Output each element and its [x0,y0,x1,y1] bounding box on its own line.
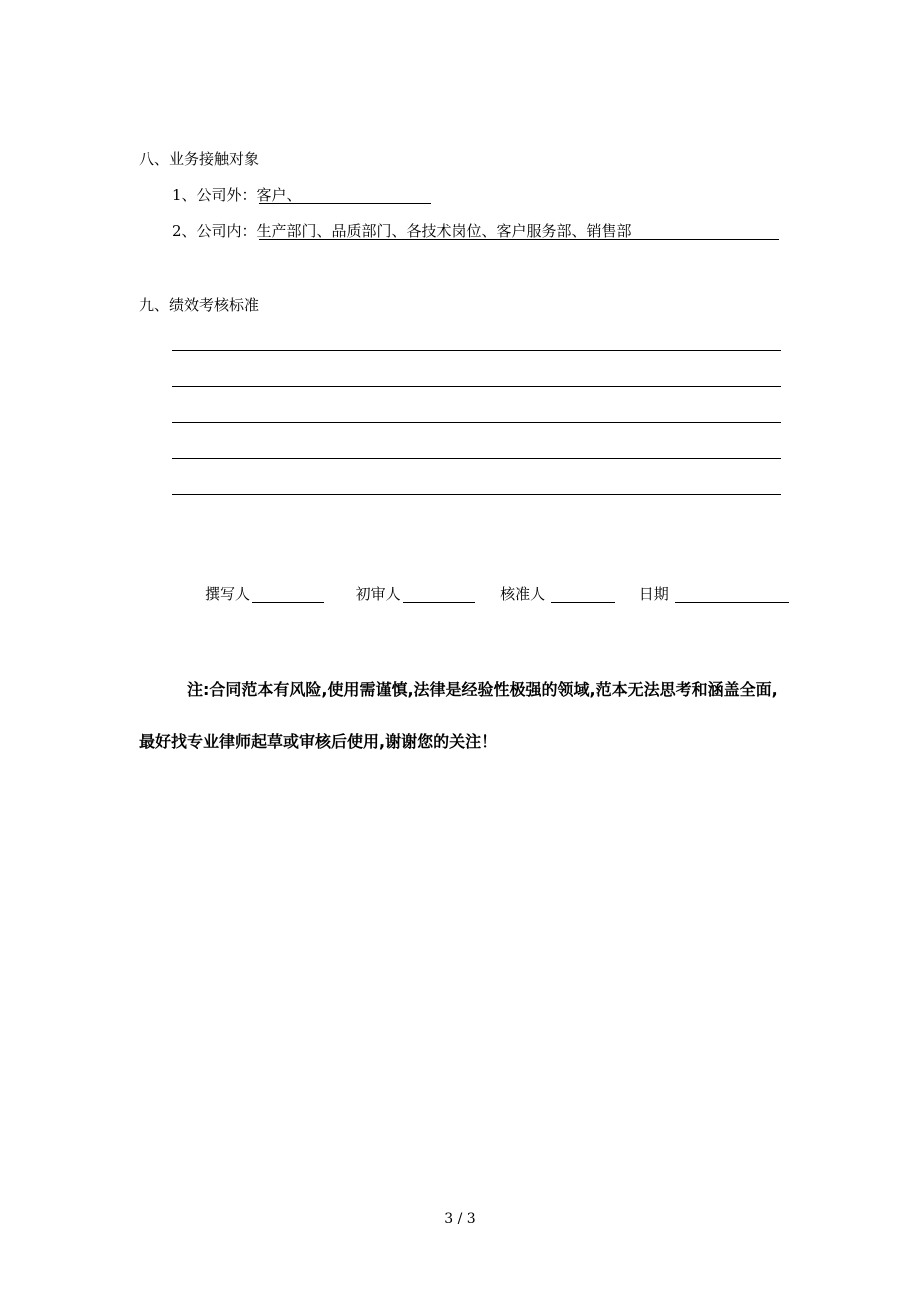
item-1-field[interactable] [256,186,431,204]
item-2-label: 2、公司内： [172,222,257,240]
item-1-value: 客户、 [256,186,302,204]
disclaimer-note: 注:合同范本有风险,使用需谨慎,法律是经验性极强的领域,范本无法思考和涵盖全面,最好找专业律师起草或审核后使用,谢谢您的关注！ [139,680,778,751]
writer-label: 撰写人 [205,585,251,603]
signature-row [205,585,789,603]
section-8-item-2 [172,222,779,240]
criteria-line-2[interactable] [172,386,781,387]
section-8-heading: 八、业务接触对象 [139,150,260,168]
criteria-line-5[interactable] [172,494,781,495]
date-field[interactable] [675,586,789,603]
date-label: 日期 [638,585,669,603]
item-1-label: 1、公司外： [172,186,257,204]
criteria-line-4[interactable] [172,458,781,459]
writer-field[interactable] [252,586,324,603]
approver-label: 核准人 [500,585,546,603]
section-8-item-1 [172,186,431,204]
approver-field[interactable] [551,586,615,603]
criteria-line-1[interactable] [172,350,781,351]
item-2-field[interactable] [256,222,779,240]
criteria-line-3[interactable] [172,422,781,423]
first-reviewer-field[interactable] [403,586,475,603]
item-2-value: 生产部门、品质部门、各技术岗位、客户服务部、销售部 [256,222,632,240]
first-reviewer-label: 初审人 [355,585,401,603]
section-9-heading: 九、绩效考核标准 [139,296,260,314]
page-number: 3 / 3 [444,1211,476,1227]
